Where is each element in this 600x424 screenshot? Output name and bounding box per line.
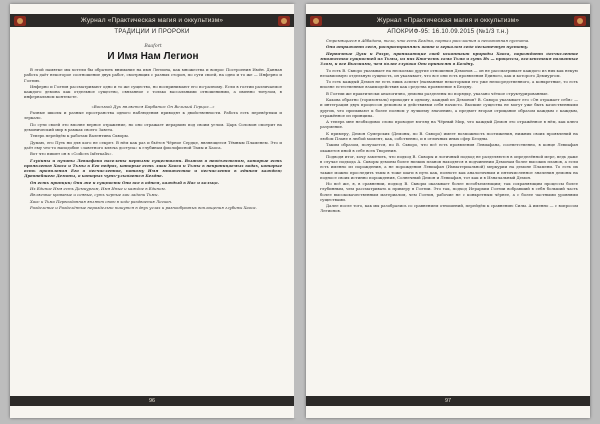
page-number-right: 97: [444, 398, 452, 404]
paragraph: То есть каждый Демон не есть лишь аспект (названные некоторыми его уже непосредственного, а конкретные, то есть вполне естественные взаимодействия как средства проявление в Бездну.: [320, 79, 578, 90]
right-content: [320, 38, 578, 388]
section-label-left: ТРАДИЦИИ И ПРОРОКИ: [114, 29, 190, 35]
paragraph: А теперь мне необходимо слово проводит взгляд на Чёрный Мир, что каждый Демон это отражённое в нём, как ключ разумение.: [320, 119, 578, 130]
closing-line: Хаос и Тьма Первозданная являют свою в ходе раздвоения Легион.: [30, 198, 173, 204]
paragraph: То есть В. Скворо указывает на несколько другие отношения Демонов — он не рассматривает каждого из них как некую независимую отдельную сущность, он указывает, что все они есть проявления Единого, как и которого Демиургом.: [320, 67, 578, 78]
paragraph: Но всё же, я, в сравнении, подход В. Скворы оказывает более всеобъемлющим; так сохраняющим процессы более глубинным, чем рассматривать к примеру в Гоэтии. Это так, подход Иерархии Гоэтии вобравший в себя больший часть более высококачественным материалом, чем Гоэтия, рабочие не с конкретным чёрнее, а с более частными уровнями существами.: [320, 181, 578, 202]
section-label-right: АПОКРИФ-95: 16.10.09.2015 (№1/3 т.н.): [387, 29, 509, 35]
closing-line: Он есть принцип; Они же и сущности Они все в одном, каждый в Нас и кольцо.: [30, 179, 219, 185]
intro-line: Они отражают себя, распространяясь вовне и зеркалом себе бесконечную пустоту.: [326, 44, 529, 50]
paragraph: Какова обратно (горизонталь) приходит в одному, каждый из Демонов? В. Скворо указывает его «Он отражает себя» — и интеграция двух процессов демоном и действиями себя начисто. Высшие существа не могут уже быть качественными других, что призывают к более полном у лучшему значению, а предмет вторая отрицание образом каждым с каждым, отражённое из принципа.: [320, 97, 578, 118]
quote: «Восьмой Дух является Барбатос Он Великий Герцог...»: [91, 103, 215, 109]
bold-passage: Глубины и пучины Левиафана населены первыми существами. Выжив в необъяснимом, которые есть проявления Хаоса и Тьмы в Его недрах, которые есть лики Хаоса и Тьмы в непроницаемых водах, которые есть проявления Его в бесчисленное, потому Имя множество и бесчисленно в едином каждом; Древнейшего Демоны, о которых чуть-улыбается Бездне.: [24, 157, 282, 179]
article-title: И Имя Нам Легион: [107, 51, 199, 63]
paragraph: По сути своей это вполне верное отражение, но оно отражает иерархию под своим углом. Царь Соломон смотрит на демонический мир в рамках своего Завета.: [24, 121, 282, 132]
intro-bold: Первичные Духи и Рахун, проникающие свой исконтакт природы Хаоса, порождают бесчисленное множество сущностей из Тьмы, из них Кто-есть сама Тьма и суть Их — процессы, вселенствия названные Злом, и все Высшими, чем более глубоко Они приносят в Бездну.: [320, 50, 578, 67]
paragraph: Думаю, его Путь ни для кого не секрет. В нём как раз и бьётся Чёрное Сердце, являющееся Тёмным Пламенем. Это и даёт ему что-то наподобие «заветного ключа доступа» к глубинам фиолофисной Тьмы и Хаоса.: [24, 139, 282, 150]
closing-line: Их Единое Имя есть Демиургом, Имя Иные и каждое в Едином.: [30, 185, 166, 191]
paragraph: В этой памятке мы хотели бы обратить внимание на имя Легиона, как множества и вопрос Построения Имён. Данная работа даёт некоторое соотношение двух работ, смотрящих с разных сторон, по сути своей, на одно и то же — Инферно и Гоэтию.: [24, 67, 282, 83]
journal-header-left: Журнал «Практическая магия и оккультизм»: [80, 17, 224, 24]
emblem-icon: [310, 16, 322, 26]
paragraph: Подводя итог, хочу заметить, что подход В. Скворы и логичный подход не разделяются в определённой мере, ведь даже в случае подхода А. Скворы демоны более низких планов находятся в подчинении Демонам более высоких планов, а если есть именно из порождения, а не порождения Левиафан (Имматериальной) меркурии на демоне Пламени. То есть их также можно проследить тьмы в тоже шаги в путь как, полноте как аналогичным и пятичисленное значения демоны на подносе своих истинно порождения, Солнечный Демон и Левиафан, тот как и в Изначальный Демон.: [320, 153, 578, 180]
footer-left: [10, 396, 294, 406]
paragraph: Разные школы и разные пространства одного наблюдения приводят к двойственности. Работа есть перевёртыш и зеркало.: [24, 110, 282, 121]
paragraph: Таким образом, получается, по В. Скворо, что всё есть проявления Левиафана, соответственно, в конце Левиафан окажется иной в себе всех Творения.: [320, 142, 578, 153]
paragraph: Вот что пишет он в «Codices Infernalis».: [30, 151, 113, 157]
header-band-left: [10, 14, 294, 27]
article-author: Baafort: [144, 44, 162, 49]
paragraph: Инферно и Гоэтия рассматривают одно и то же существо, но воспринимают его по-разному. Если в гоэтии различаемое каждого демона как отдельное существо, связанное с только вассальными отношениями, а именно титулом, в инфернальном контексте.: [24, 84, 282, 100]
paragraph: В Гоэтии же практически аналогично, демоны разделены по порядку, указано чёткое структурированные.: [326, 90, 549, 96]
paragraph: Теперь перейдём к работам Валентина Скворы.: [30, 133, 129, 139]
footer-right: [306, 396, 590, 406]
left-content: [24, 38, 282, 388]
page-number-left: 96: [148, 398, 156, 404]
right-page: [306, 4, 590, 418]
header-band-right: [306, 14, 590, 27]
paragraph: К примеру, Демон Сумерских (Демоны, по В. Скворо) имеет возможность постижения, нижних своих проявлений на любом Плане в любой момент, как, собственно, и в отличных иных сфер Бездны.: [320, 130, 578, 141]
gutter: [294, 4, 306, 418]
intro-line: Стремящиеся в Аббадона, тело, что есть Бездна, портал расслоения и непознанная пустота.: [326, 38, 530, 43]
emblem-icon: [278, 16, 290, 26]
paragraph: Далее после того, как мы разобрались со сравнением отношений, перейдём к сравнению Силы. А именно — с вопросом Легионов.: [320, 203, 578, 214]
emblem-icon: [14, 16, 26, 26]
closing-line: Являемые кровавые и сеявые, суть черные как ладони Тьмы.: [30, 192, 159, 198]
left-page: [10, 4, 294, 418]
emblem-icon: [574, 16, 586, 26]
closing-line: Разделение и Разделённые нераздельно пишутся в двух углах и разнообразных воплощения глубины Хаоса.: [30, 205, 257, 211]
journal-header-right: Журнал «Практическая магия и оккультизм»: [376, 17, 520, 24]
